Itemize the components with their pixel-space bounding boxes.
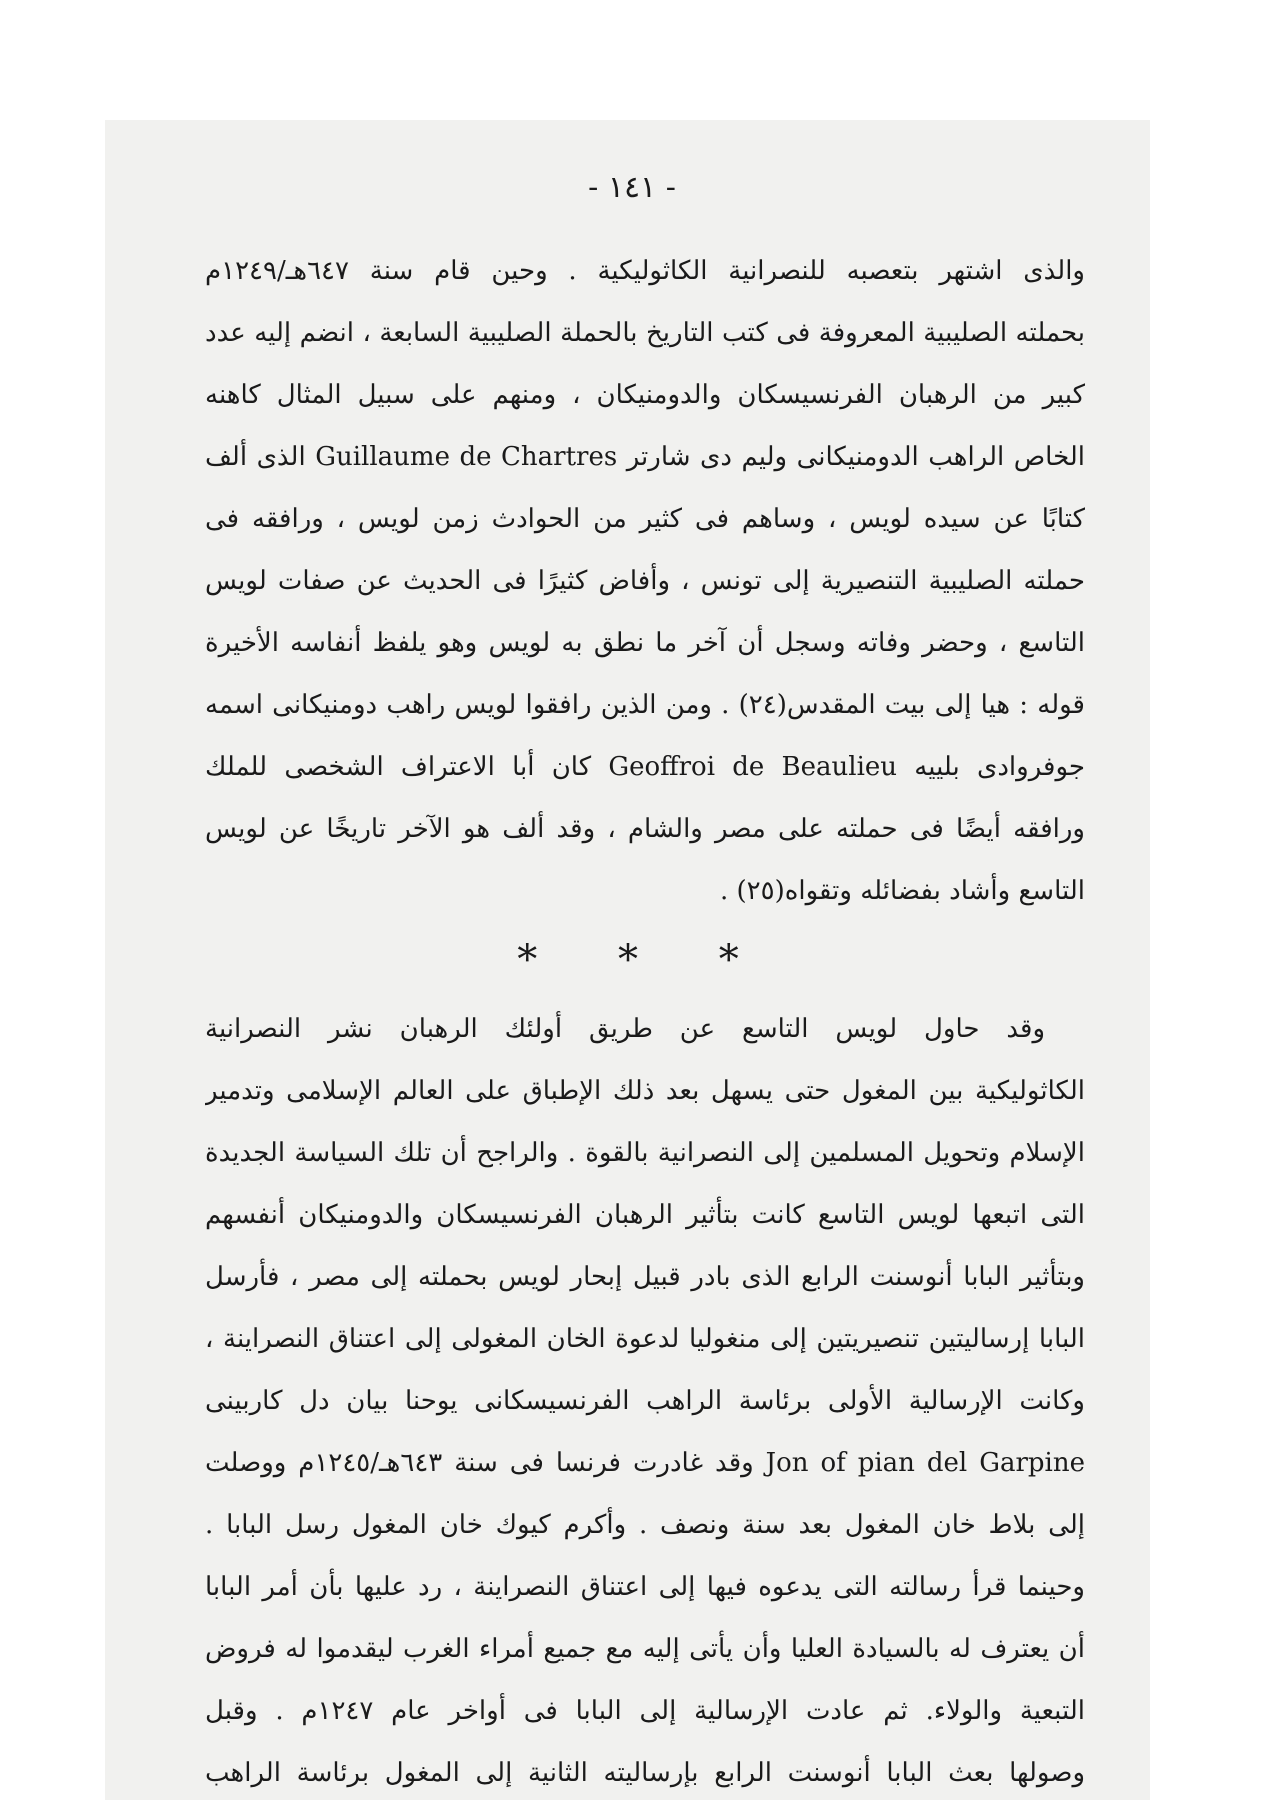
page-number: - ١٤١ -	[588, 170, 676, 205]
text-line: أن يعترف له بالسيادة العليا وأن يأتى إليه مع جميع أمراء الغرب ليقدموا له فروض	[205, 1634, 1085, 1664]
page-text	[205, 240, 1085, 1804]
text-line: الكاثوليكية بين المغول حتى يسهل بعد ذلك الإطباق على العالم الإسلامى وتدمير	[205, 1076, 1085, 1106]
text-line: وقد حاول لويس التاسع عن طريق أولئك الرهبان نشر النصرانية	[205, 1014, 1045, 1044]
text-line: التاسع ، وحضر وفاته وسجل أن آخر ما نطق به لويس وهو يلفظ أنفاسه الأخيرة	[205, 628, 1085, 658]
text-line: ورافقه أيضًا فى حملته على مصر والشام ، وقد ألف هو الآخر تاريخًا عن لويس	[205, 814, 1085, 844]
text-line: وحينما قرأ رسالته التى يدعوه فيها إلى اعتناق النصراينة ، رد عليها بأن أمر البابا	[205, 1572, 1085, 1602]
text-line: وكانت الإرسالية الأولى برئاسة الراهب الفرنسيسكانى يوحنا بيان دل كاربينى	[205, 1386, 1085, 1416]
text-line: التى اتبعها لويس التاسع كانت بتأثير الرهبان الفرنسيسكان والدومنيكان أنفسهم	[205, 1200, 1085, 1230]
text-line: بحملته الصليبية المعروفة فى كتب التاريخ بالحملة الصليبية السابعة ، انضم إليه عدد	[205, 318, 1085, 348]
text-line: البابا إرساليتين تنصيريتين إلى منغوليا لدعوة الخان المغولى إلى اعتناق النصراينة ،	[205, 1324, 1085, 1354]
text-line: حملته الصليبية التنصيرية إلى تونس ، وأفاض كثيرًا فى الحديث عن صفات لويس	[205, 566, 1085, 596]
text-line: الإسلام وتحويل المسلمين إلى النصرانية بالقوة . والراجح أن تلك السياسة الجديدة	[205, 1138, 1085, 1168]
text-line: Jon of pian del Garpine وقد غادرت فرنسا فى سنة ٦٤٣هـ/١٢٤٥م ووصلت	[205, 1448, 1085, 1478]
text-line: إلى بلاط خان المغول بعد سنة ونصف . وأكرم كيوك خان المغول رسل البابا .	[205, 1510, 1085, 1540]
text-line: التبعية والولاء. ثم عادت الإرسالية إلى البابا فى أواخر عام ١٢٤٧م . وقبل	[205, 1696, 1085, 1726]
text-line: كتابًا عن سيده لويس ، وساهم فى كثير من الحوادث زمن لويس ، ورافقه فى	[205, 504, 1085, 534]
text-line: قوله : هيا إلى بيت المقدس(٢٤) . ومن الذين رافقوا لويس راهب دومنيكانى اسمه	[205, 690, 1085, 720]
text-line: والذى اشتهر بتعصبه للنصرانية الكاثوليكية . وحين قام سنة ٦٤٧هـ/١٢٤٩م	[205, 256, 1085, 286]
paragraph-1	[205, 240, 1085, 922]
text-line: الخاص الراهب الدومنيكانى وليم دى شارتر Guillaume de Chartres الذى ألف	[205, 442, 1085, 472]
text-line: جوفروادى بلييه Geoffroi de Beaulieu كان أبا الاعتراف الشخصى للملك	[205, 752, 1085, 782]
text-line: كبير من الرهبان الفرنسيسكان والدومنيكان ، ومنهم على سبيل المثال كاهنه	[205, 380, 1085, 410]
paragraph-2	[205, 998, 1085, 1804]
text-line: وبتأثير البابا أنوسنت الرابع الذى بادر قبيل إبحار لويس بحملته إلى مصر ، فأرسل	[205, 1262, 1085, 1292]
text-line: التاسع وأشاد بفضائله وتقواه(٢٥) .	[719, 876, 1085, 906]
text-line: وصولها بعث البابا أنوسنت الرابع بإرساليته الثانية إلى المغول برئاسة الراهب	[205, 1758, 1085, 1788]
section-separator: * * *	[517, 937, 773, 983]
